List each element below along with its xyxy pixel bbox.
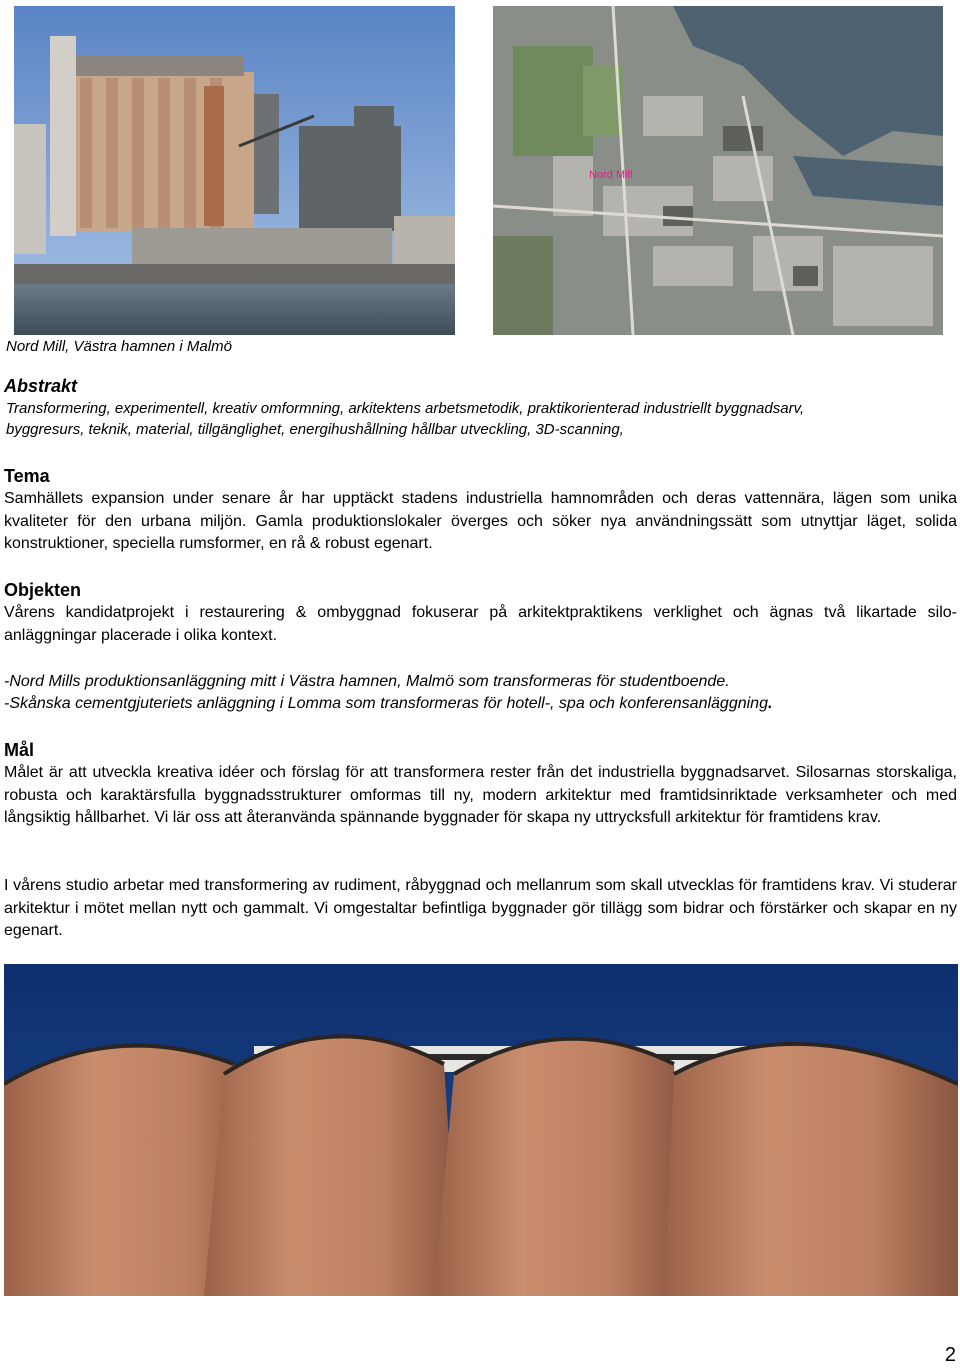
page-number: 2 <box>944 1344 956 1366</box>
mal-heading: Mål <box>4 740 35 760</box>
objekten-item-2: -Skånska cementgjuteriets anläggning i Lomma som transformeras för hotell-, spa och konferensanläggning. <box>4 695 773 712</box>
tema-text: Samhällets expansion under senare år har upptäckt stadens industriella hamnområden och deras vattennära, lägen som unika kvaliteter för den urbana miljön. Gamla produktionslokaler överges och söker nya användningssätt som utnyttjar läget, solida konstruktioner, speciella rumsformer, en rå & robust egenart. <box>4 490 957 552</box>
objekten-item-1: -Nord Mills produktionsanläggning mitt i Västra hamnen, Malmö som transformeras för studentboende. <box>4 673 730 690</box>
tema-heading: Tema <box>4 466 50 486</box>
mal-text-2: I vårens studio arbetar med transformering av rudiment, råbyggnad och mellanrum som skall utvecklas för framtidens krav. Vi studerar arkitektur i mötet mellan nytt och gammalt. Vi omgestaltar befintliga byggnader gör tillägg som bidrar och förstärker och skapar en ny egenart. <box>4 877 957 939</box>
silos-photo <box>4 964 958 1296</box>
aerial-map-photo <box>493 6 943 335</box>
abstract-line-2: byggresurs, teknik, material, tillgänglighet, energihushållning hållbar utveckling, 3D-scanning, <box>6 421 624 438</box>
mal-text-1: Målet är att utveckla kreativa idéer och förslag för att transformera rester från det industriella byggnadsarvet. Silosarnas storskaliga, robusta och karaktärsfulla byggnadsstrukturer omformas till ny, modern arkitektur med framtidsinriktade verksamheter och med långsiktig hållbarhet. Vi lär oss att återanvända spännande byggnader för skapa ny uttrycksfull arkitektur för framtidens krav. <box>4 764 957 826</box>
nord-mill-photo <box>14 6 455 335</box>
abstract-line-1: Transformering, experimentell, kreativ omformning, arkitektens arbetsmetodik, praktikorienterad industriellt byggnadsarv, <box>6 400 805 417</box>
objekten-heading: Objekten <box>4 580 82 600</box>
objekten-text: Vårens kandidatprojekt i restaurering & ombyggnad fokuserar på arkitektpraktikens verklighet och ägnas två likartade silo-anläggningar placerade i olika kontext. <box>4 604 957 644</box>
abstract-heading: Abstrakt <box>4 376 78 396</box>
map-label: Nord Mill <box>589 169 633 181</box>
photo-caption: Nord Mill, Västra hamnen i Malmö <box>6 338 232 355</box>
